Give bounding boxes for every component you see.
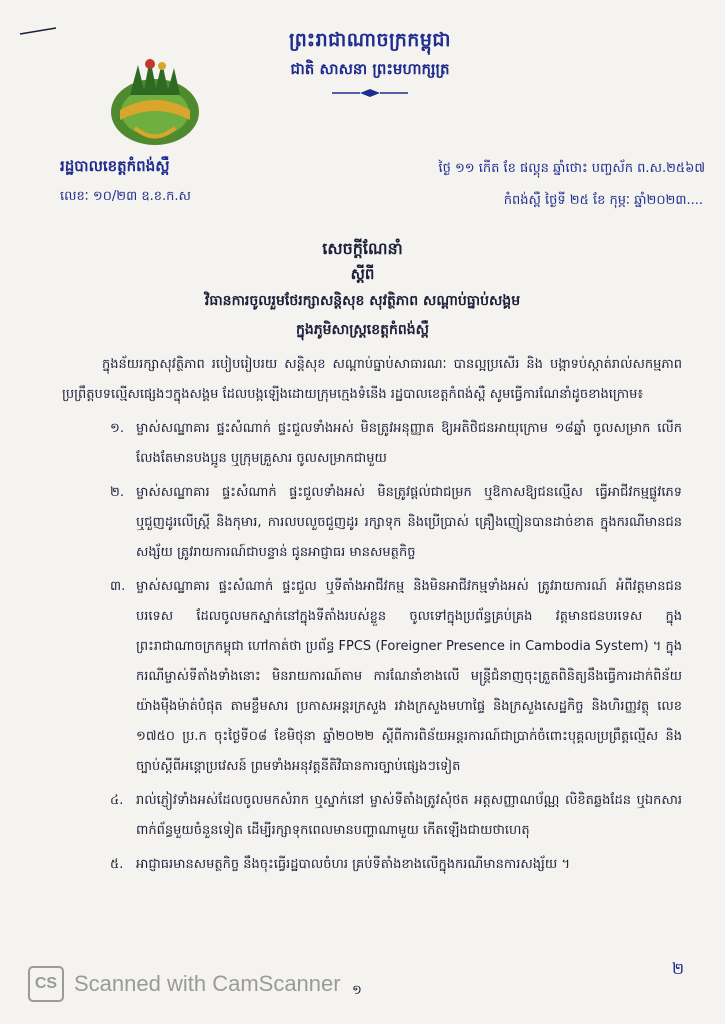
solar-date: កំពង់ស្ពឺ ថ្ងៃទី ២៥ ខែ កុម្ភៈ ឆ្នាំ២០២៣.... bbox=[503, 193, 703, 208]
item-text: អាជ្ញាធរមានសមត្ថកិច្ច នឹងចុះធ្វើរដ្ឋបាលចំហរ គ្រប់ទីតាំងខាងលើក្នុងករណីមានការសង្ស័យ ។ bbox=[136, 857, 571, 872]
title-about: ស្តីពី bbox=[350, 265, 375, 283]
title-scope: ក្នុងភូមិសាស្ត្រខេត្តកំពង់ស្ពឺ bbox=[295, 322, 430, 338]
item-text: ម្ចាស់សណ្ឋាគារ ផ្ទះសំណាក់ ផ្ទះជួល ឬទីតាំងអាជីវកម្ម និងមិនអាជីវកម្មទាំងអស់ ត្រូវរាយការណ៍ អំពីវត្តមានជនបរទេស ដែលចូលមកស្នាក់នៅក្នុងទីតាំងរបស់ខ្លួន ចូលទៅក្នុងប្រព័ន្ធគ្រប់គ្រង វត្តមានជនបរទេស ក្នុងព្រះរាជាណាចក្រកម្ពុជា ហៅកាត់ថា ប្រព័ន្ធ FPCS (Foreigner Presence in Cambodia System) ។ ក្នុងករណីម្ចាស់ទីតាំងទាំងនោះ មិនរាយការណ៍តាម ការណែនាំខាងលើ មន្ត្រីជំនាញចុះត្រួតពិនិត្យនឹងធ្វើការដាក់ពិន័យយ៉ាងម៉ឺងម៉ាត់បំផុត តាមខ្លឹមសារ ប្រកាសអន្តរក្រសួង រវាងក្រសួងមហាផ្ទៃ និងក្រសួងសេដ្ឋកិច្ច និងហិរញ្ញវត្ថុ លេខ ១៧៥០ ប្រ.ក ចុះថ្ងៃទី០៨ ខែមិថុនា ឆ្នាំ២០២២ ស្តីពីការពិន័យអន្តរការណ៍ជាប្រាក់ចំពោះបុគ្គលប្រព្រឹត្តល្មើស និងច្បាប់ស្តីពីអន្តោប្រវេសន៍ ព្រមទាំងអនុវត្តនីតិវិធានការច្បាប់ផ្សេងៗទៀត bbox=[136, 579, 682, 774]
item-number: ៤. bbox=[110, 793, 124, 808]
item-text: ម្ចាស់សណ្ឋាគារ ផ្ទះសំណាក់ ផ្ទះជួលទាំងអស់ មិនត្រូវអនុញ្ញាត ឱ្យអតិថិជនអាយុក្រោម ១៨ឆ្នាំ ចូលសម្រាក លើកលែងតែមានបងប្អូន ឬក្រុមគ្រួសារ ចូលសម្រាកជាមួយ bbox=[136, 421, 682, 466]
item-number: ២. bbox=[110, 485, 124, 500]
item-number: ៥. bbox=[110, 857, 124, 872]
camscanner-logo-icon: CS bbox=[28, 966, 64, 1002]
page-number: ១ bbox=[352, 983, 362, 998]
list-item bbox=[62, 786, 682, 846]
scanner-watermark bbox=[28, 966, 341, 1002]
pen-mark-icon bbox=[18, 26, 58, 36]
scanner-text: Scanned with CamScanner bbox=[74, 971, 341, 996]
intro-paragraph: ក្នុងន័យរក្សាសុវត្ថិភាព របៀបរៀបរយ សន្តិសុខ សណ្តាប់ធ្នាប់សាធារណៈ បានល្អប្រសើរ និង បង្កាទប់ស្កាត់រាល់សកម្មភាពប្រព្រឹត្តបទល្មើសផ្សេងៗក្នុងសង្គម ដែលបង្កឡើងដោយក្រុមក្មេងទំនើង រដ្ឋបាលខេត្តកំពង់ស្ពឺ សូមធ្វើការណែនាំដូចខាងក្រោម៖ bbox=[62, 357, 682, 402]
item-text: រាល់ភ្ញៀវទាំងអស់ដែលចូលមកសំរាក ឬស្នាក់នៅ ម្ចាស់ទីតាំងត្រូវសុំថត អត្តសញ្ញាណប័ណ្ណ លិខិតឆ្លងដែន ឬឯកសារពាក់ព័ន្ធមួយចំនួនទៀត ដើម្បីរក្សាទុកពេលមានបញ្ហាណាមួយ កើតឡើងជាយថាហេតុ bbox=[136, 793, 682, 838]
title-subject: វិធានការចូលរួមថែរក្សាសន្តិសុខ សុវត្ថិភាព សណ្តាប់ធ្នាប់សង្គម bbox=[204, 293, 521, 309]
ornament-divider-icon bbox=[330, 88, 410, 98]
national-motto: ជាតិ សាសនា ព្រះមហាក្សត្រ bbox=[290, 60, 450, 78]
lunar-date: ថ្ងៃ ១១ កើត ខែ ផល្គុន ឆ្នាំថោះ បញ្ចស័ក ព.ស.២៥៦៧ bbox=[438, 161, 705, 176]
issuing-authority: រដ្ឋបាលខេត្តកំពង់ស្ពឺ bbox=[60, 157, 170, 175]
document-body bbox=[62, 350, 682, 880]
list-item bbox=[62, 414, 682, 474]
document-title: សេចក្តីណែនាំ bbox=[322, 239, 403, 258]
list-item bbox=[62, 850, 682, 880]
kingdom-heading: ព្រះរាជាណាចក្រកម្ពុជា bbox=[289, 29, 451, 51]
item-text: ម្ចាស់សណ្ឋាគារ ផ្ទះសំណាក់ ផ្ទះជួលទាំងអស់ មិនត្រូវផ្តល់ជាជម្រក ឬឱកាសឱ្យជនល្មើស ធ្វើអាជីវកម្មផ្លូវភេទ ឬជួញដូរលើស្ត្រី និងកុមារ, ការលបលួចជួញដូរ រក្សាទុក និងប្រើប្រាស់ គ្រឿងញៀនបានដាច់ខាត ក្នុងករណីមានជនសង្ស័យ ត្រូវរាយការណ៍ជាបន្ទាន់ ជូនអាជ្ញាធរ មានសមត្ថកិច្ច bbox=[136, 485, 682, 560]
reference-number: លេខៈ ១០/២៣ ឧ.ខ.ក.ស bbox=[60, 189, 191, 204]
item-number: ៣. bbox=[110, 579, 126, 594]
provincial-emblem-icon bbox=[100, 50, 210, 150]
list-item bbox=[62, 478, 682, 568]
list-item bbox=[62, 572, 682, 782]
item-number: ១. bbox=[110, 421, 124, 436]
next-page-marker: ២ bbox=[672, 959, 685, 978]
